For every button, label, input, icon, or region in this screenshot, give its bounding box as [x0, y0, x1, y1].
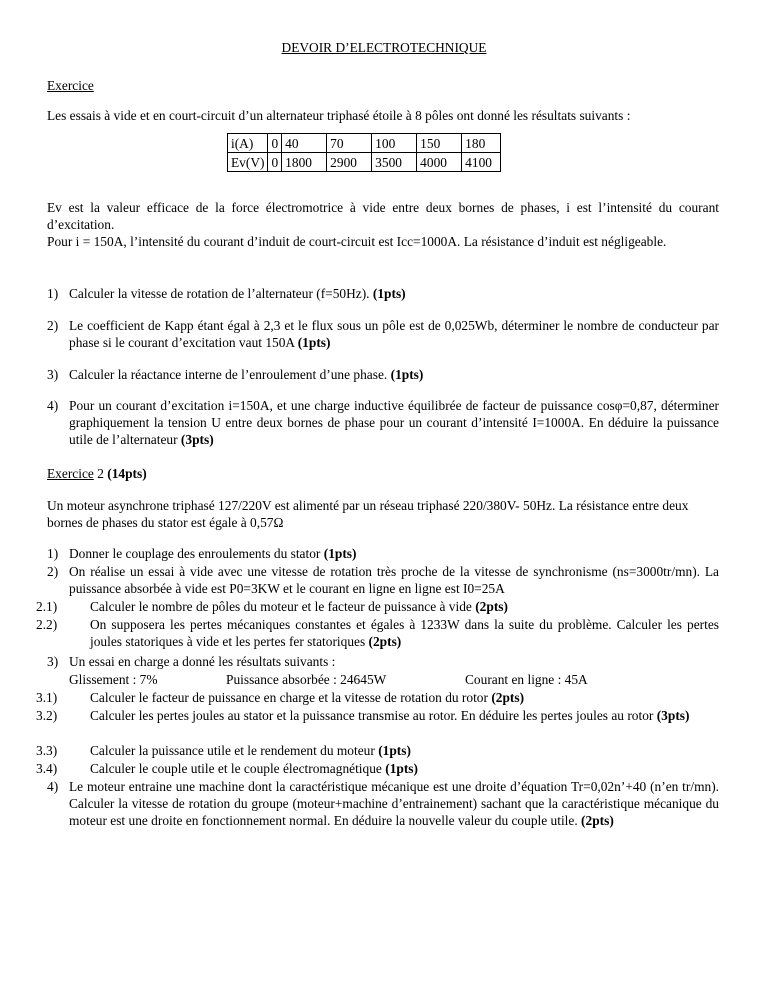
table-row — [228, 153, 501, 172]
question-number: 2.1) — [36, 599, 58, 614]
table-cell: 180 — [462, 134, 501, 153]
question-text: Calculer la puissance utile et le rendement du moteur — [90, 743, 375, 758]
question-text: Un essai en charge a donné les résultats suivants : — [69, 654, 336, 669]
document-title: DEVOIR D’ELECTROTECHNIQUE — [281, 40, 487, 55]
question-number: 3.2) — [36, 708, 58, 723]
points-label: (14pts) — [107, 466, 147, 481]
question-item — [90, 707, 719, 724]
table-cell: 2900 — [327, 153, 372, 172]
points-label: (1pts) — [323, 546, 357, 561]
question-text: Calculer la réactance interne de l’enroulement d’une phase. — [69, 367, 388, 382]
exercise2-heading-label: Exercice — [47, 466, 94, 481]
table-row — [228, 134, 501, 153]
table-cell: 0 — [268, 134, 282, 153]
points-label: (1pts) — [297, 335, 331, 350]
points-label: (1pts) — [372, 286, 406, 301]
question-item — [69, 545, 719, 562]
points-label: (2pts) — [581, 813, 614, 828]
points-label: (3pts) — [180, 432, 214, 447]
question-text: Calculer le nombre de pôles du moteur et le facteur de puissance à vide — [90, 599, 472, 614]
question-number: 3) — [47, 367, 59, 382]
table-cell: 4000 — [417, 153, 462, 172]
exercise2-heading-number: 2 — [97, 466, 104, 481]
question-text: Le moteur entraine une machine dont la caractéristique mécanique est une droite d’équation Tr=0,02n’+40 (n’en tr/mn). Calculer la vitesse de rotation du groupe (moteur+machine d’entrainement) sachant que la caractéristique mécanique du moteur est une droite en fonctionnement normal. En déduire la nouvelle valeur du couple utile. — [69, 779, 719, 828]
absorbed-power-value: Puissance absorbée : 24645W — [226, 672, 387, 687]
exercise2-heading — [47, 465, 147, 482]
question-item — [90, 598, 719, 615]
question-item — [69, 285, 719, 302]
points-label: (1pts) — [385, 761, 418, 776]
exercise1-paragraph: Pour i = 150A, l’intensité du courant d’induit de court-circuit est Icc=1000A. La résistance d’induit est négligeable. — [47, 234, 667, 249]
exercise1-intro: Les essais à vide et en court-circuit d’un alternateur triphasé étoile à 8 pôles ont donné les résultats suivants : — [47, 108, 631, 123]
exercise2-intro: Un moteur asynchrone triphasé 127/220V est alimenté par un réseau triphasé 220/380V- 50Hz. La résistance entre deux bornes de phases du stator est égale à 0,57Ω — [47, 498, 689, 530]
table-cell: i(A) — [228, 134, 268, 153]
question-item — [69, 366, 719, 383]
table-cell: 1800 — [282, 153, 327, 172]
question-item — [90, 616, 719, 650]
question-number: 2) — [47, 318, 59, 333]
question-number: 3) — [47, 654, 59, 669]
question-text: On supposera les pertes mécaniques constantes et égales à 1233W dans la suite du problème. Calculer les pertes joules statoriques à vide et les pertes fer statoriques — [90, 617, 719, 649]
line-current-value: Courant en ligne : 45A — [465, 672, 588, 687]
table-cell: 40 — [282, 134, 327, 153]
question-number: 1) — [47, 546, 59, 561]
table-cell: 4100 — [462, 153, 501, 172]
table-cell: 0 — [268, 153, 282, 172]
points-label: (2pts) — [368, 634, 402, 649]
question-number: 2) — [47, 564, 59, 579]
exercise1-paragraph: Ev est la valeur efficace de la force électromotrice à vide entre deux bornes de phases, i est l’intensité du courant d’excitation. — [47, 200, 719, 232]
question-number: 3.3) — [36, 743, 58, 758]
question-number: 4) — [47, 779, 59, 794]
question-text: Calculer la vitesse de rotation de l’alternateur (f=50Hz). — [69, 286, 370, 301]
question-item — [69, 778, 719, 829]
question-text: Calculer le couple utile et le couple électromagnétique — [90, 761, 382, 776]
question-number: 3.1) — [36, 690, 58, 705]
points-label: (1pts) — [390, 367, 424, 382]
points-label: (3pts) — [656, 708, 690, 723]
question-text: Donner le couplage des enroulements du stator — [69, 546, 321, 561]
question-text: Calculer le facteur de puissance en charge et la vitesse de rotation du rotor — [90, 690, 488, 705]
table-cell: Ev(V) — [228, 153, 268, 172]
exercise1-heading: Exercice — [47, 78, 94, 93]
question-number: 3.4) — [36, 761, 58, 776]
question-number: 4) — [47, 398, 59, 413]
question-item — [69, 397, 719, 448]
points-label: (2pts) — [475, 599, 508, 614]
question-text: On réalise un essai à vide avec une vitesse de rotation très proche de la vitesse de synchronisme (ns=3000tr/mn). La puissance absorbée à vide est P0=3KW et le courant en ligne en ligne est I0=25A — [69, 564, 719, 596]
question-item — [90, 689, 719, 706]
table-cell: 150 — [417, 134, 462, 153]
question-item — [90, 742, 719, 759]
question-number: 2.2) — [36, 617, 58, 632]
data-table — [227, 133, 501, 172]
table-cell: 100 — [372, 134, 417, 153]
table-cell: 3500 — [372, 153, 417, 172]
question-item — [90, 760, 719, 777]
question-number: 1) — [47, 286, 59, 301]
points-label: (1pts) — [378, 743, 411, 758]
question-text: Le coefficient de Kapp étant égal à 2,3 et le flux sous un pôle est de 0,025Wb, déterminer le nombre de conducteur par phase si le courant d’excitation vaut 150A — [69, 318, 719, 350]
question-item — [69, 317, 719, 351]
table-cell: 70 — [327, 134, 372, 153]
points-label: (2pts) — [491, 690, 525, 705]
slip-value: Glissement : 7% — [69, 672, 158, 687]
question-text: Calculer les pertes joules au stator et la puissance transmise au rotor. En déduire les pertes joules au rotor — [90, 708, 654, 723]
question-text: Pour un courant d’excitation i=150A, et une charge inductive équilibrée de facteur de puissance cosφ=0,87, déterminer graphiquement la tension U entre deux bornes de phase pour un courant d’intensité I=1000A. En déduire la puissance utile de l’alternateur — [69, 398, 719, 447]
